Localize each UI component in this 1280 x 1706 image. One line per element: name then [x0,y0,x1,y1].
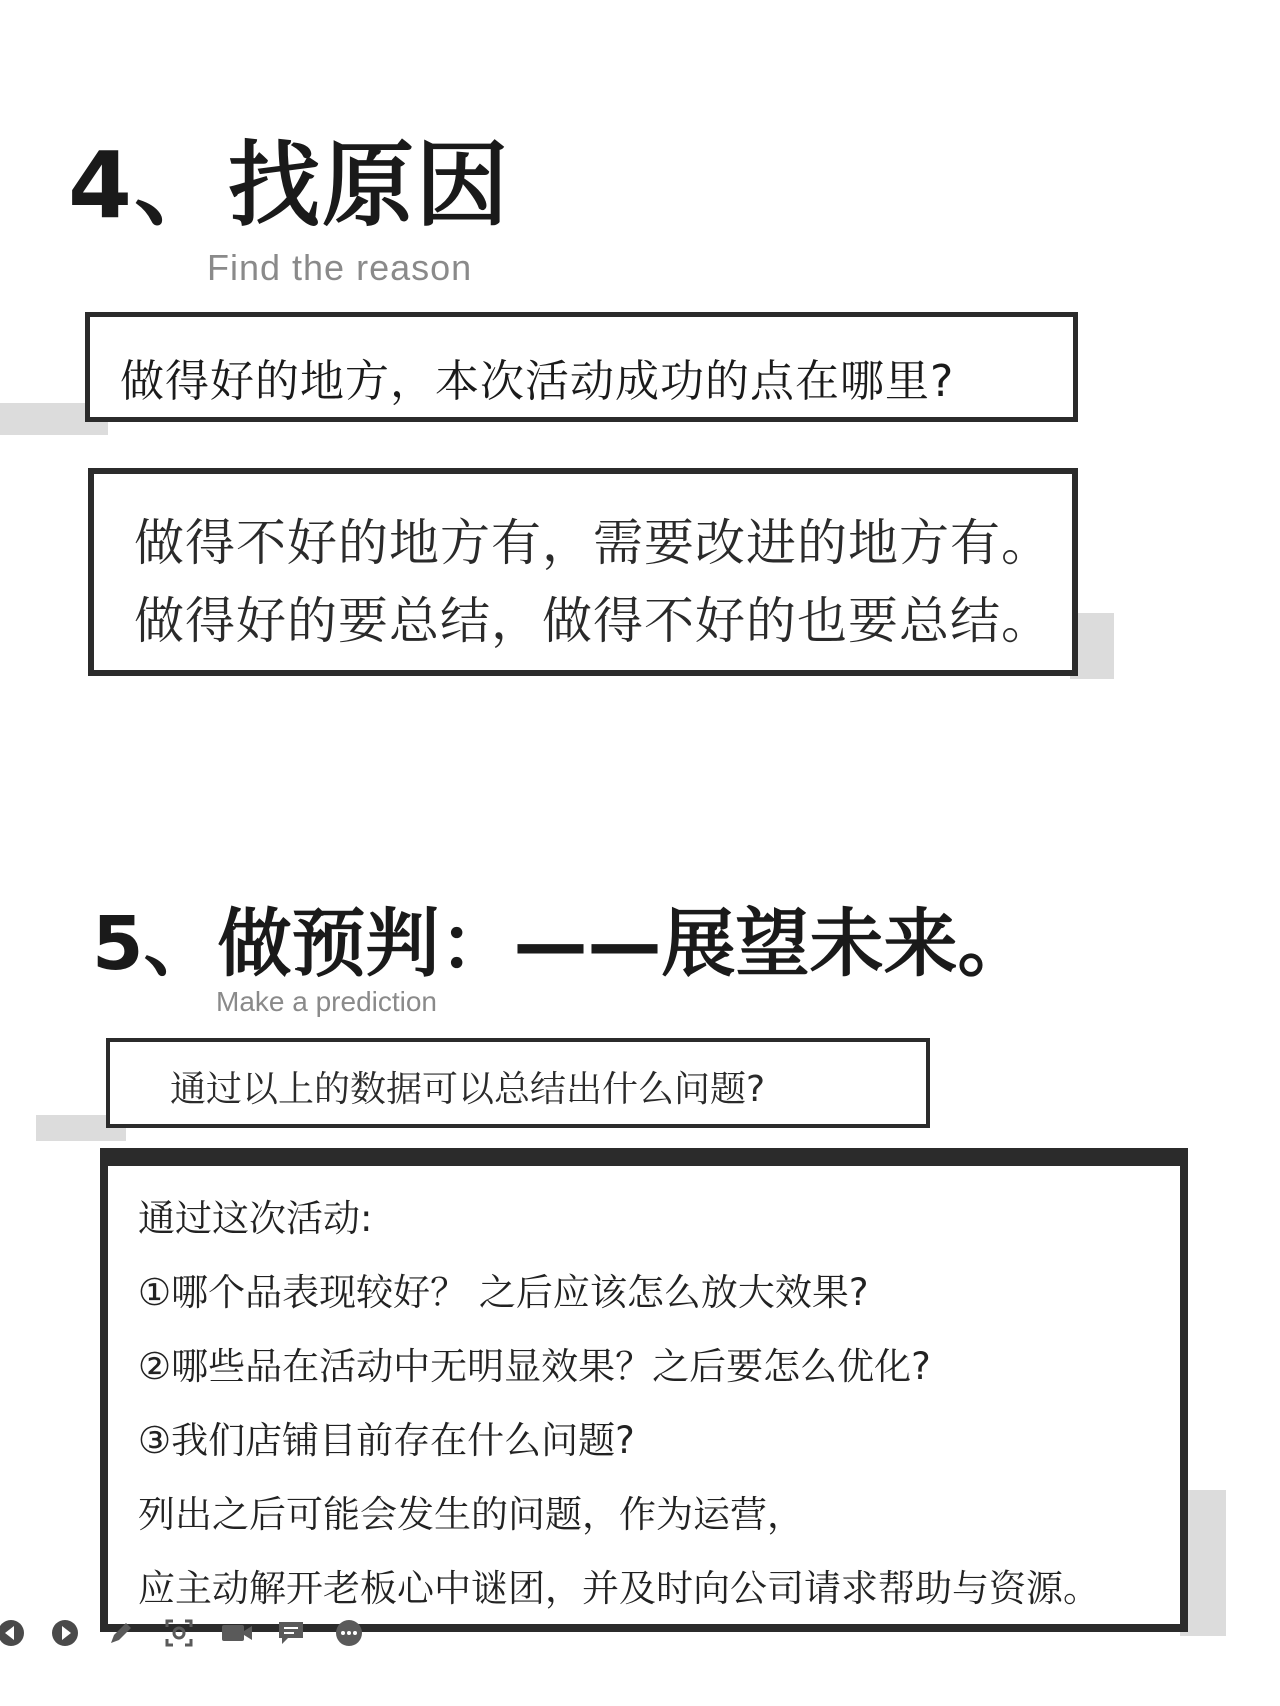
previous-icon[interactable] [0,1618,26,1648]
answer-line: 做得不好的地方有，需要改进的地方有。 [134,514,1052,572]
answer-text [134,504,1052,660]
video-icon[interactable] [220,1618,250,1648]
answer-line: 列出之后可能会发生的问题，作为运营， [138,1493,804,1536]
answer-line: ②哪些品在活动中无明显效果？之后要怎么优化? [138,1345,931,1388]
section-5-title: 5、做预判：——展望未来。 [92,901,1032,987]
play-icon[interactable] [50,1618,80,1648]
section-4-title: 4、找原因 [68,132,511,239]
question-box [106,1038,930,1128]
screenshot-icon[interactable] [164,1618,194,1648]
question-text: 做得好的地方，本次活动成功的点在哪里? [120,356,955,407]
more-icon[interactable] [334,1618,364,1648]
answer-line: ③我们店铺目前存在什么问题? [138,1419,635,1462]
answer-line: 应主动解开老板心中谜团，并及时向公司请求帮助与资源。 [138,1567,1100,1610]
answer-line: 通过这次活动: [138,1197,373,1240]
answer-box [88,468,1078,676]
comment-icon[interactable] [276,1618,306,1648]
answer-line: 做得好的要总结，做得不好的也要总结。 [134,592,1052,650]
answer-box [100,1148,1188,1632]
section-5-subtitle: Make a prediction [216,986,438,1017]
answer-line: ①哪个品表现较好？ 之后应该怎么放大效果? [138,1271,869,1314]
media-toolbar [0,1618,380,1658]
section-4-subtitle: Find the reason [207,247,473,288]
pen-icon[interactable] [106,1618,136,1648]
question-text: 通过以上的数据可以总结出什么问题? [170,1069,766,1110]
question-box [85,312,1078,422]
